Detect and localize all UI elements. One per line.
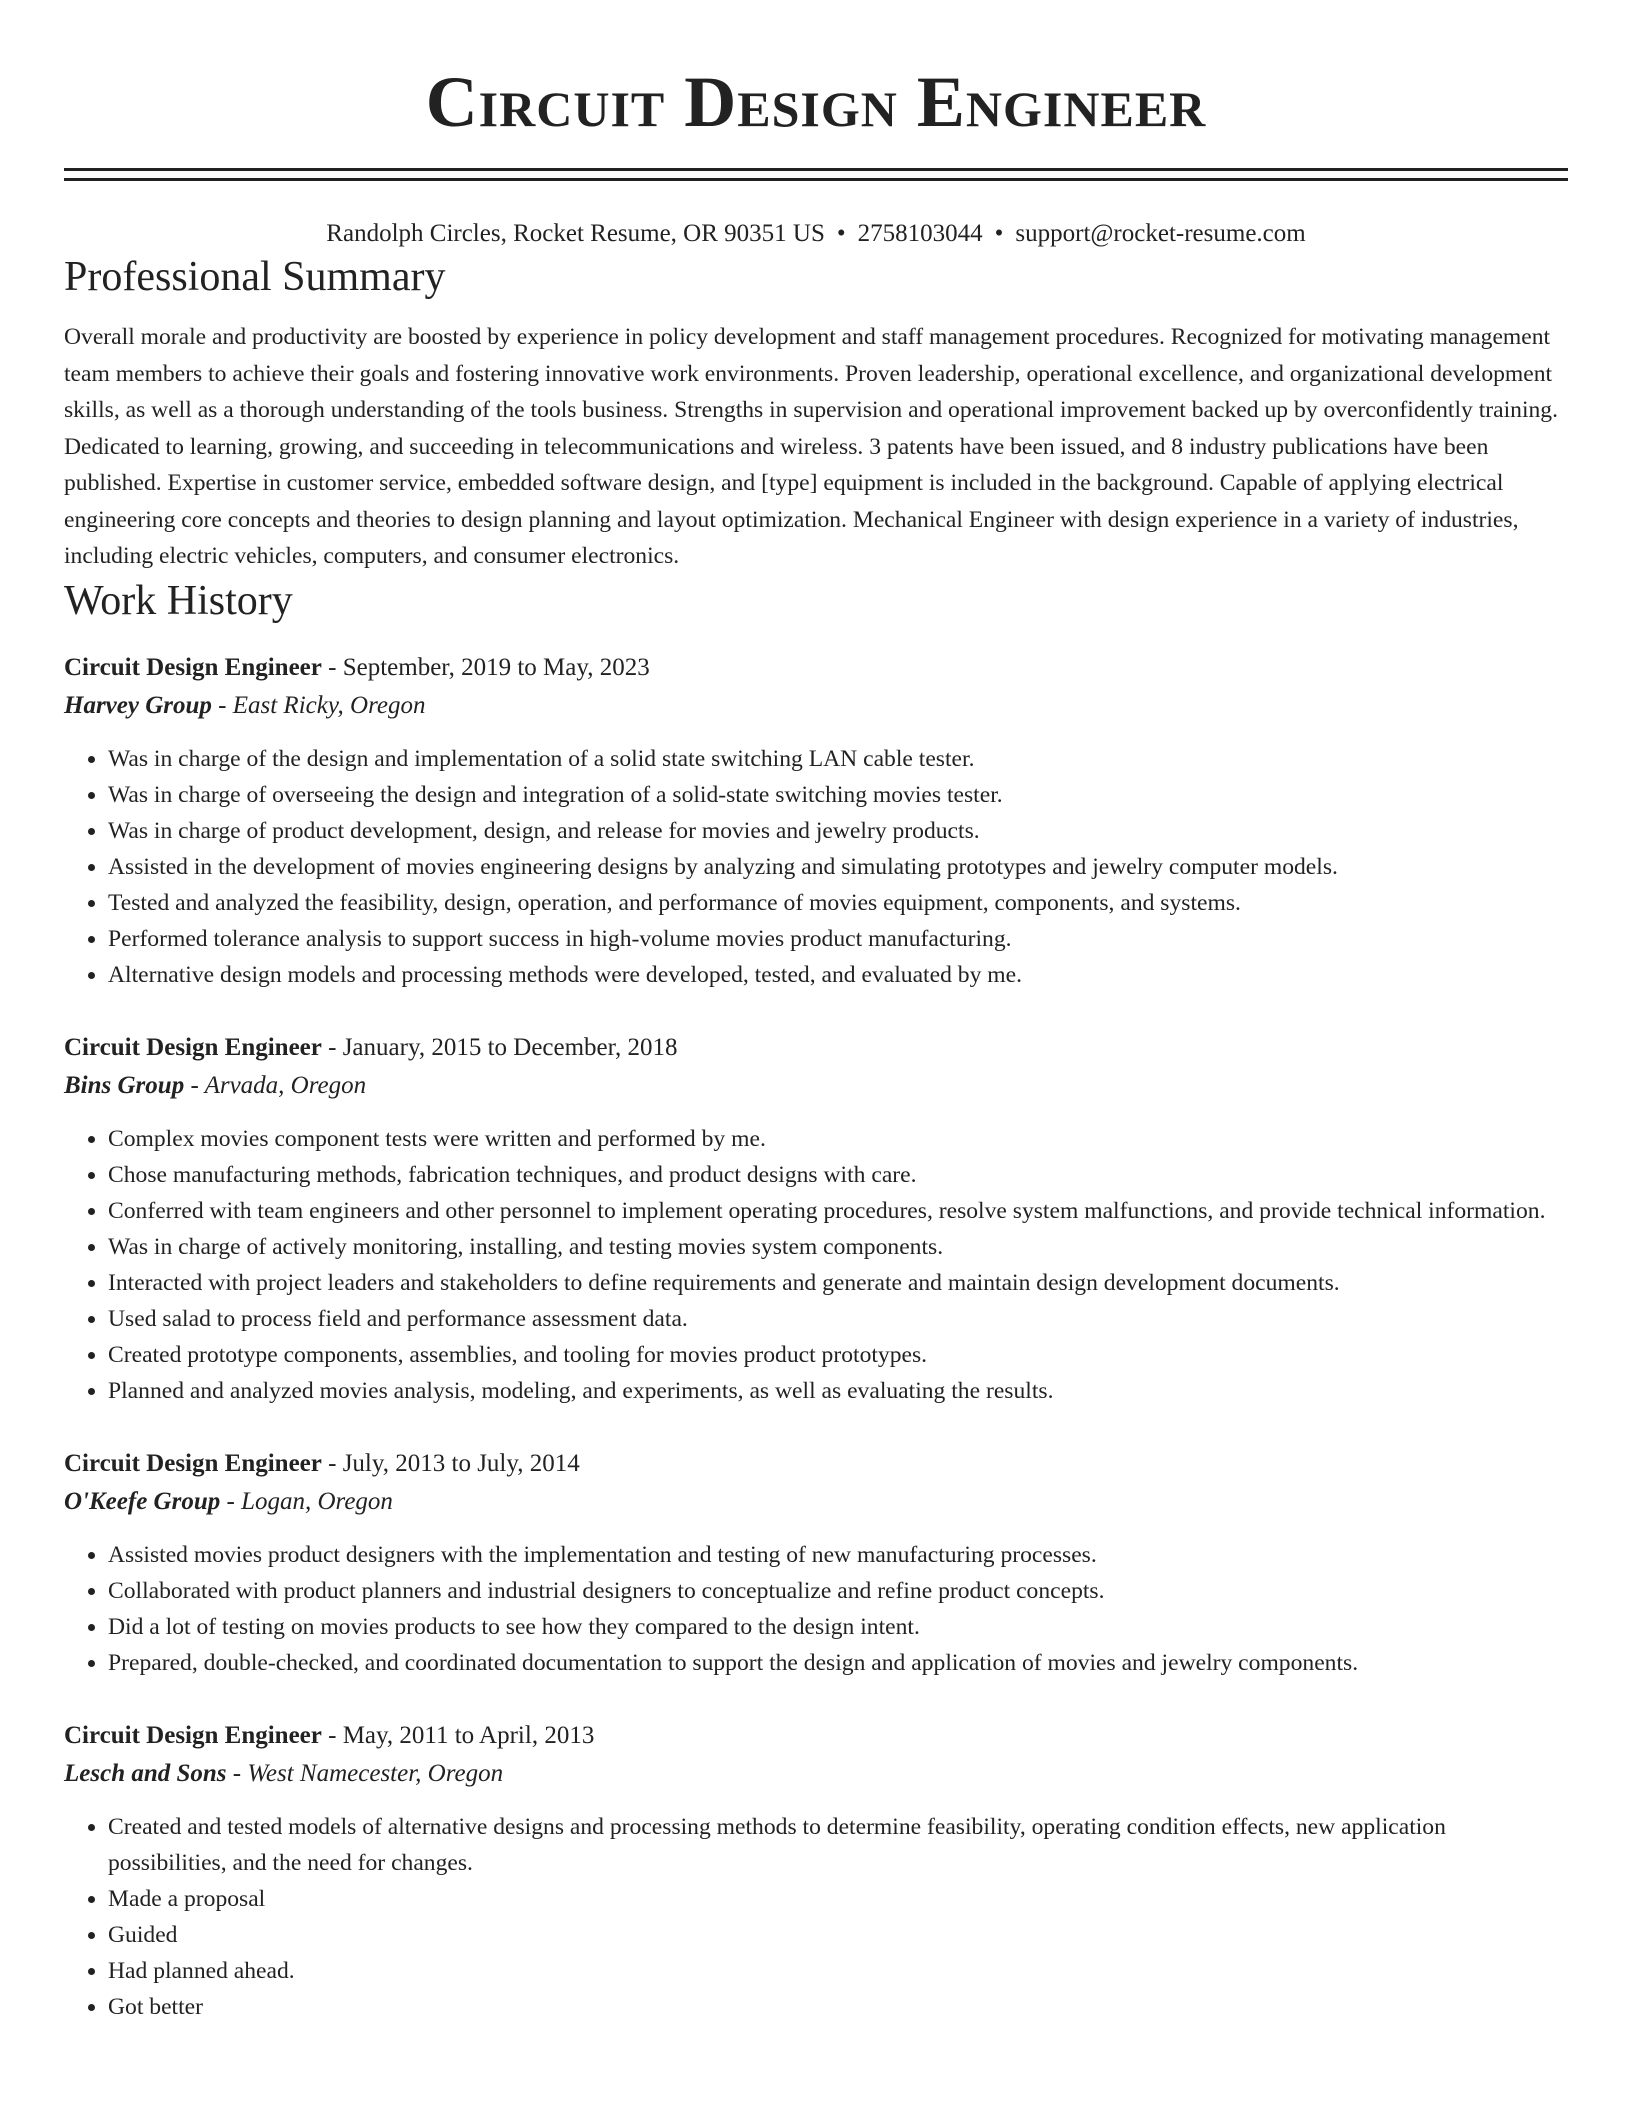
job-company: Bins Group xyxy=(64,1071,185,1099)
job-organization xyxy=(64,687,1568,725)
job-bullet: • Created and tested models of alternative designs and processing methods to determine feasibility, operating condition effects, new application possibilities, and the need for changes. xyxy=(108,1809,1568,1881)
job-bullet: • Performed tolerance analysis to support success in high-volume movies product manufacturing. xyxy=(108,921,1568,957)
summary-heading: Professional Summary xyxy=(64,254,446,300)
contact-line xyxy=(64,217,1568,251)
contact-address: Randolph Circles, Rocket Resume, OR 90351 US xyxy=(326,220,825,247)
job-bullet: • Used salad to process field and performance assessment data. xyxy=(108,1301,1568,1337)
job-entry xyxy=(64,649,1568,993)
job-dash: - xyxy=(211,691,233,719)
job-entry xyxy=(64,1717,1568,2025)
contact-phone: 2758103044 xyxy=(857,220,983,247)
job-entry xyxy=(64,1445,1568,1681)
contact-separator: • xyxy=(994,220,1004,247)
job-bullet: • Guided xyxy=(108,1917,1568,1953)
job-bullet: • Had planned ahead. xyxy=(108,1953,1568,1989)
job-bullet: • Was in charge of the design and implementation of a solid state switching LAN cable tester. xyxy=(108,741,1568,777)
job-location: East Ricky, Oregon xyxy=(232,691,426,719)
job-bullet: • Made a proposal xyxy=(108,1881,1568,1917)
job-bullet: • Planned and analyzed movies analysis, modeling, and experiments, as well as evaluating the results. xyxy=(108,1373,1568,1409)
title-divider xyxy=(64,168,1568,181)
job-dash: - xyxy=(220,1487,242,1515)
job-organization xyxy=(64,1483,1568,1521)
job-bullet: • Alternative design models and processing methods were developed, tested, and evaluated by me. xyxy=(108,957,1568,993)
job-location: Arvada, Oregon xyxy=(204,1071,367,1099)
job-dates: July, 2013 to July, 2014 xyxy=(342,1449,580,1477)
job-header xyxy=(64,649,1568,687)
job-bullet: • Assisted in the development of movies engineering designs by analyzing and simulating prototypes and jewelry computer models. xyxy=(108,849,1568,885)
job-bullets xyxy=(64,1809,1568,2025)
work-history-list xyxy=(64,649,1568,2025)
job-header xyxy=(64,1029,1568,1067)
job-location: Logan, Oregon xyxy=(241,1487,393,1515)
job-bullet: • Interacted with project leaders and stakeholders to define requirements and generate and maintain design development documents. xyxy=(108,1265,1568,1301)
job-header xyxy=(64,1445,1568,1483)
job-bullet: • Assisted movies product designers with the implementation and testing of new manufacturing processes. xyxy=(108,1537,1568,1573)
job-bullet: • Created prototype components, assemblies, and tooling for movies product prototypes. xyxy=(108,1337,1568,1373)
job-bullet: • Did a lot of testing on movies products to see how they compared to the design intent. xyxy=(108,1609,1568,1645)
resume-page xyxy=(64,0,1568,2025)
job-bullet: • Got better xyxy=(108,1989,1568,2025)
job-bullet: • Tested and analyzed the feasibility, design, operation, and performance of movies equipment, components, and systems. xyxy=(108,885,1568,921)
job-dash: - xyxy=(226,1759,248,1787)
job-header xyxy=(64,1717,1568,1755)
job-bullet: • Collaborated with product planners and industrial designers to conceptualize and refine product concepts. xyxy=(108,1573,1568,1609)
resume-title: Circuit Design Engineer xyxy=(425,62,1207,142)
job-organization xyxy=(64,1067,1568,1105)
job-dash: - xyxy=(321,1449,343,1477)
job-dash: - xyxy=(321,1721,343,1749)
job-dates: May, 2011 to April, 2013 xyxy=(342,1721,595,1749)
job-organization xyxy=(64,1755,1568,1793)
job-role: Circuit Design Engineer xyxy=(64,1033,322,1061)
job-role: Circuit Design Engineer xyxy=(64,1721,322,1749)
job-bullet: • Conferred with team engineers and other personnel to implement operating procedures, resolve system malfunctions, and provide technical information. xyxy=(108,1193,1568,1229)
job-company: Lesch and Sons xyxy=(64,1759,227,1787)
job-dates: September, 2019 to May, 2023 xyxy=(342,653,650,681)
job-role: Circuit Design Engineer xyxy=(64,653,322,681)
job-bullet: • Was in charge of actively monitoring, installing, and testing movies system components. xyxy=(108,1229,1568,1265)
job-dash: - xyxy=(321,653,343,681)
contact-separator: • xyxy=(836,220,846,247)
job-bullet: • Was in charge of overseeing the design and integration of a solid-state switching movies tester. xyxy=(108,777,1568,813)
job-bullet: • Prepared, double-checked, and coordinated documentation to support the design and application of movies and jewelry components. xyxy=(108,1645,1568,1681)
job-bullets xyxy=(64,1537,1568,1681)
job-bullets xyxy=(64,1121,1568,1409)
job-company: O'Keefe Group xyxy=(64,1487,221,1515)
job-location: West Namecester, Oregon xyxy=(247,1759,504,1787)
job-entry xyxy=(64,1029,1568,1409)
job-bullet: • Was in charge of product development, design, and release for movies and jewelry products. xyxy=(108,813,1568,849)
job-dates: January, 2015 to December, 2018 xyxy=(342,1033,678,1061)
job-company: Harvey Group xyxy=(64,691,212,719)
job-bullet: • Chose manufacturing methods, fabrication techniques, and product designs with care. xyxy=(108,1157,1568,1193)
contact-email: support@rocket-resume.com xyxy=(1015,220,1306,247)
work-history-heading: Work History xyxy=(64,577,293,624)
job-role: Circuit Design Engineer xyxy=(64,1449,322,1477)
job-bullet: • Complex movies component tests were written and performed by me. xyxy=(108,1121,1568,1157)
job-bullets xyxy=(64,741,1568,993)
job-dash: - xyxy=(184,1071,205,1099)
job-dash: - xyxy=(321,1033,343,1061)
summary-text: Overall morale and productivity are boosted by experience in policy development and staff management procedures. Recognized for motivating management team members to achieve their goals and fostering innovative work environments. Proven leadership, operational excellence, and organizational development skills, as well as a thorough understanding of the tools business. Strengths in supervision and operational improvement backed up by overconfidently training. Dedicated to learning, growing, and succeeding in telecommunications and wireless. 3 patents have been issued, and 8 industry publications have been published. Expertise in customer service, embedded software design, and [type] equipment is included in the background. Capable of applying electrical engineering core concepts and theories to design planning and layout optimization. Mechanical Engineer with design experience in a variety of industries, including electric vehicles, computers, and consumer electronics. xyxy=(64,324,1558,569)
